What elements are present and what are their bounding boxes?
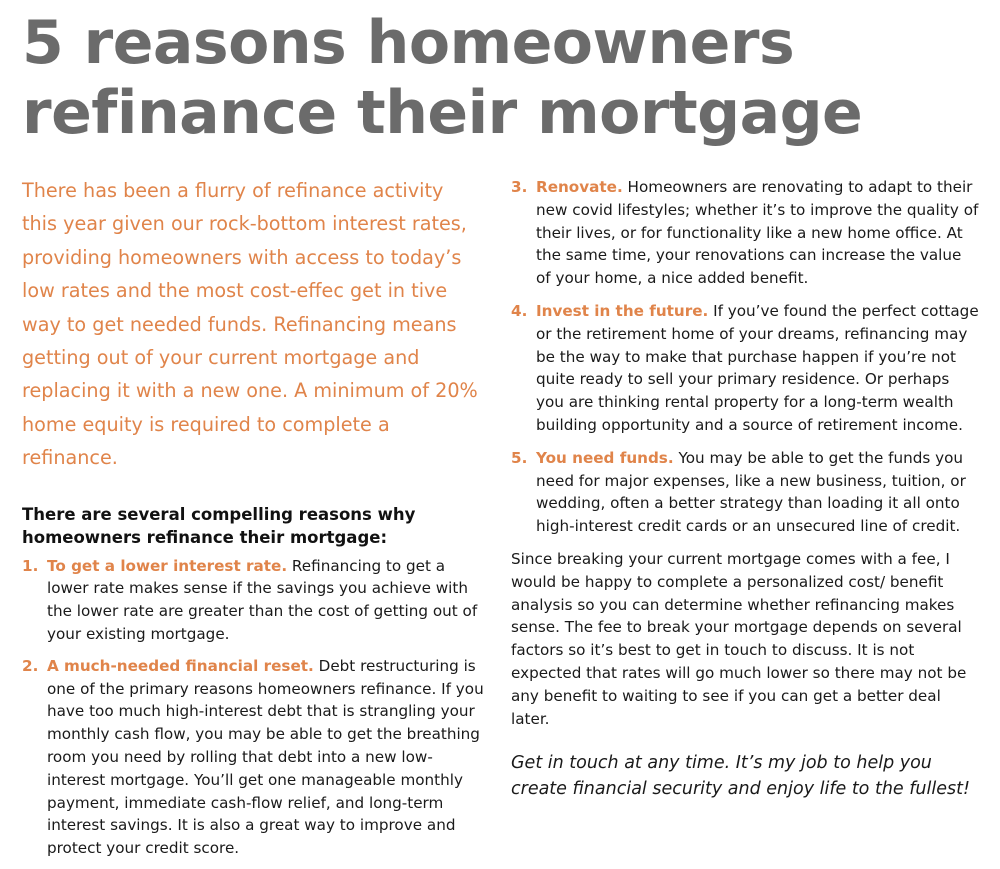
list-number: 3.	[511, 178, 528, 196]
reason-lead: You need funds.	[536, 448, 674, 467]
reason-lead: Invest in the future.	[536, 301, 709, 320]
list-number: 5.	[511, 448, 528, 467]
reason-text: Refinancing to get a lower rate makes sense if the savings you achieve with the lower rate are greater than the cost of getting out of your existing mortgage.	[47, 556, 478, 644]
list-number: 2.	[22, 656, 39, 675]
reason-text: Debt restructuring is one of the primary reasons homeowners refinance. If you have too much high-interest debt that is strangling your monthly cash flow, you may be able to get the breathing room you need by rolling that debt into a new low-interest mortgage. You’ll get one manageable monthly payment, immediate cash-flow relief, and long-term interest savings. It is also a great way to improve and protect your credit score.	[47, 656, 484, 858]
reason-lead: To get a lower interest rate.	[47, 556, 288, 575]
intro-paragraph: There has been a flurry of refinance activity this year given our rock-bottom interest rates, providing homeowners with access to today’s low rates and the most cost-effec get in tive way to get needed funds. Refinancing means getting out of your current mortgage and replacing it with a new one. A minimum of 20% home equity is required to complete a refinance.	[22, 179, 478, 470]
reason-text: You may be able to get the funds you need for major expenses, like a new business, tuition, or wedding, often a better strategy than loading it all onto high-interest credit cards or an unsecured line of credit.	[536, 448, 966, 536]
reason-lead: Renovate.	[536, 178, 623, 196]
reason-text: If you’ve found the perfect cottage or the retirement home of your dreams, refinancing may be the way to make that purchase happen if you’re not quite ready to sell your primary residence. Or perhaps you are thinking rental property for a long-term wealth building opportunity and a source of retirement income.	[536, 301, 979, 434]
list-item	[511, 447, 979, 538]
call-to-action: Get in touch at any time. It’s my job to help you create financial security and enjoy life to the fullest!	[511, 753, 970, 800]
reason-text: Homeowners are renovating to adapt to their new covid lifestyles; whether it’s to improve the quality of their lives, or for functionality like a new home office. At the same time, your renovations can increase the value of your home, a nice added benefit.	[536, 178, 979, 288]
closing-paragraph: Since breaking your current mortgage comes with a fee, I would be happy to complete a personalized cost/ benefit analysis so you can determine whether refinancing makes sense. The fee to break your mortgage depends on several factors so it’s best to get in touch to discuss. It is not expected that rates will go much lower so there may not be any benefit to waiting to see if you can get a better deal later.	[511, 549, 967, 728]
reasons-list-right	[511, 176, 979, 538]
reasons-subheading: There are several compelling reasons why homeowners refinance their mortgage:	[22, 504, 416, 547]
left-column	[22, 174, 484, 869]
reasons-list-left	[22, 555, 484, 860]
list-item	[22, 655, 484, 860]
right-column	[511, 176, 979, 802]
list-number: 4.	[511, 301, 528, 320]
list-item	[22, 555, 484, 646]
list-item	[511, 176, 979, 290]
list-item	[511, 300, 979, 437]
reason-lead: A much-needed financial reset.	[47, 656, 314, 675]
list-number: 1.	[22, 556, 39, 575]
page-title: 5 reasons homeowners refinance their mortgage	[22, 8, 863, 148]
